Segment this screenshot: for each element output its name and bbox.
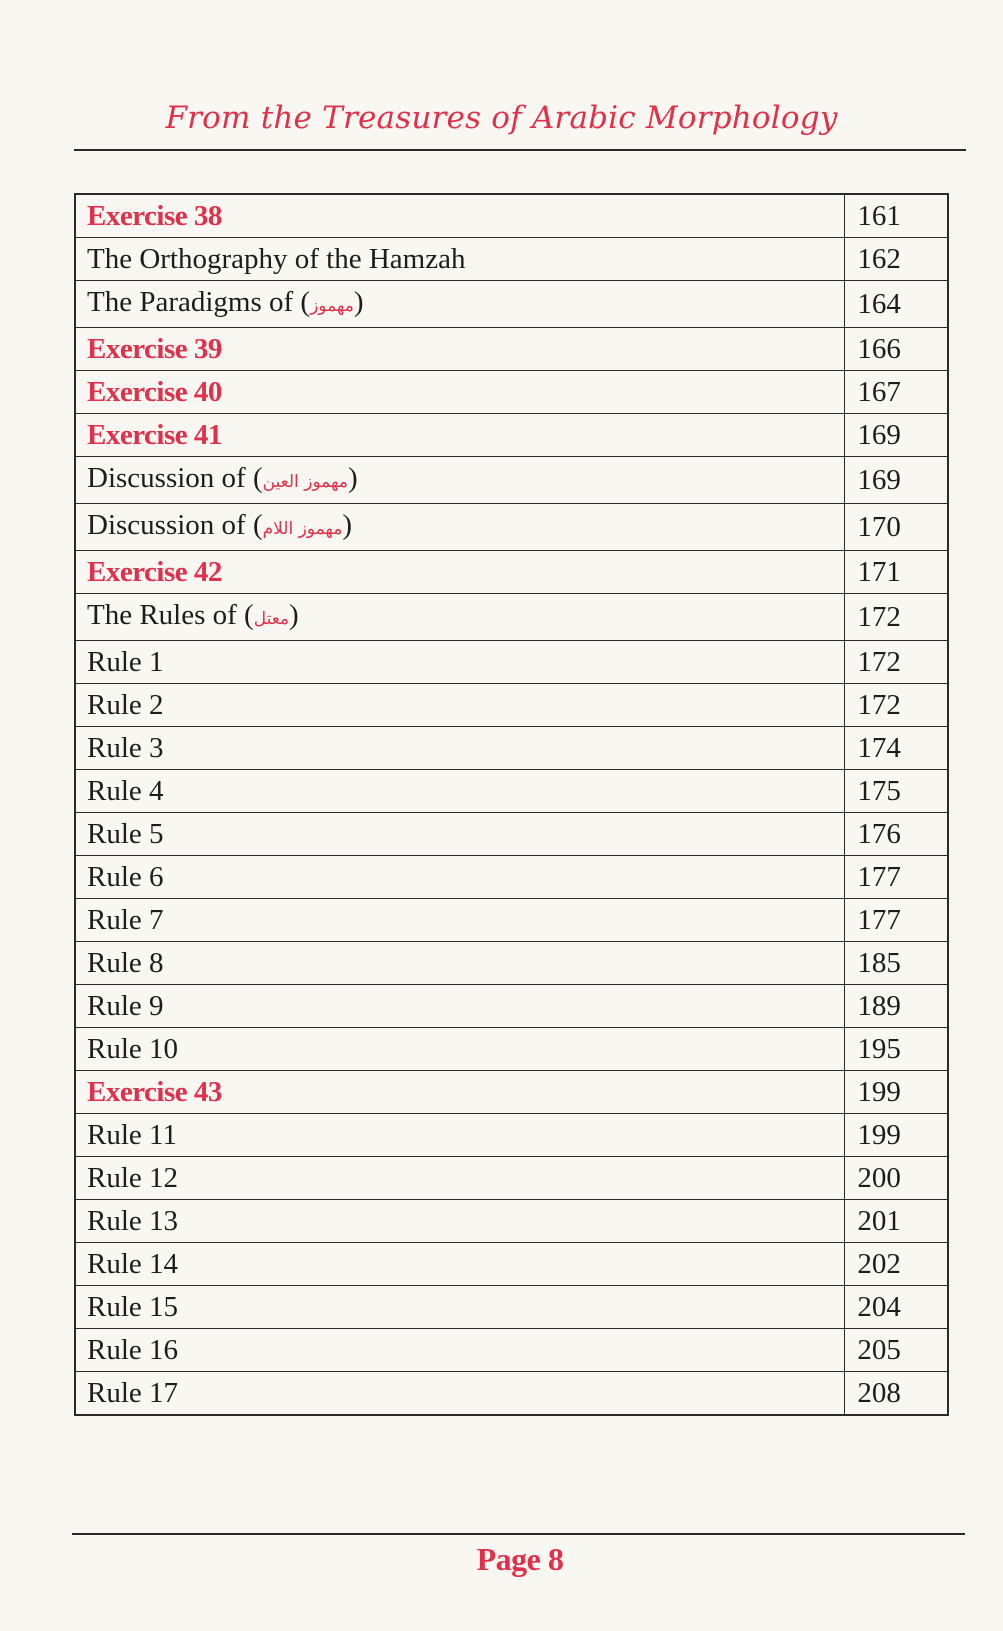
toc-page-number: 202: [845, 1243, 948, 1286]
toc-row-exercise: [75, 1071, 948, 1114]
toc-row: [75, 942, 948, 985]
toc-row: [75, 594, 948, 641]
toc-entry-title: [75, 727, 845, 770]
toc-title-text: Exercise 42: [87, 556, 222, 588]
toc-title-suffix: ): [347, 462, 358, 494]
toc-row: [75, 770, 948, 813]
toc-entry-title: [75, 1372, 845, 1416]
toc-page-number: 161: [845, 194, 948, 238]
toc-entry-title: [75, 1329, 845, 1372]
header-divider: [74, 149, 966, 151]
toc-title-text: Rule 11: [87, 1119, 177, 1151]
toc-title-text: Exercise 43: [87, 1076, 222, 1108]
toc-title-text: Rule 17: [87, 1377, 179, 1409]
toc-title-text: Rule 4: [87, 775, 164, 807]
toc-entry-title: [75, 238, 845, 281]
toc-title-text: Rule 15: [87, 1291, 179, 1323]
toc-title-text: Exercise 38: [87, 200, 222, 232]
toc-row-exercise: [75, 371, 948, 414]
toc-entry-title: [75, 985, 845, 1028]
toc-entry-title: [75, 504, 845, 551]
toc-title-text: Rule 5: [87, 818, 164, 850]
toc-page-number: 169: [845, 457, 948, 504]
toc-title-text: Rule 7: [87, 904, 164, 936]
toc-title-text: Discussion of (: [87, 509, 263, 541]
footer-divider: [72, 1533, 965, 1535]
toc-row: [75, 899, 948, 942]
toc-title-text: Rule 6: [87, 861, 164, 893]
toc-entry-title: [75, 684, 845, 727]
running-header-title: From the Treasures of Arabic Morphology: [165, 100, 838, 136]
toc-row: [75, 1329, 948, 1372]
toc-page-number: 175: [845, 770, 948, 813]
toc-title-text: Rule 1: [87, 646, 164, 678]
toc-page-number: 204: [845, 1286, 948, 1329]
toc-page-number: 208: [845, 1372, 948, 1416]
toc-page-number: 205: [845, 1329, 948, 1372]
toc-entry-title: [75, 1114, 845, 1157]
toc-title-text: Rule 2: [87, 689, 164, 721]
toc-title-text: Exercise 39: [87, 333, 222, 365]
toc-entry-title: [75, 1243, 845, 1286]
toc-page-number: 189: [845, 985, 948, 1028]
toc-body: [75, 194, 948, 1415]
toc-title-suffix: ): [353, 286, 364, 318]
page-number-label: Page 8: [476, 1541, 564, 1577]
toc-entry-title: [75, 813, 845, 856]
toc-page-number: 199: [845, 1071, 948, 1114]
toc-entry-title: [75, 594, 845, 641]
toc-entry-title: [75, 770, 845, 813]
toc-arabic-term: مهموز: [310, 296, 354, 316]
toc-title-text: The Rules of (: [87, 599, 254, 631]
toc-entry-title: [75, 641, 845, 684]
toc-row-exercise: [75, 328, 948, 371]
toc-entry-title: [75, 551, 845, 594]
toc-page-number: 164: [845, 281, 948, 328]
toc-entry-title: [75, 457, 845, 504]
toc-row: [75, 1157, 948, 1200]
toc-page-number: 162: [845, 238, 948, 281]
toc-title-text: Exercise 41: [87, 419, 222, 451]
toc-page-number: 172: [845, 641, 948, 684]
toc-entry-title: [75, 1200, 845, 1243]
toc-entry-title: [75, 1286, 845, 1329]
toc-entry-title: [75, 281, 845, 328]
toc-page-number: 185: [845, 942, 948, 985]
toc-row: [75, 1114, 948, 1157]
toc-title-text: Rule 16: [87, 1334, 179, 1366]
toc-row: [75, 281, 948, 328]
toc-page-number: 170: [845, 504, 948, 551]
toc-title-text: Rule 13: [87, 1205, 179, 1237]
toc-entry-title: [75, 1028, 845, 1071]
toc-row-exercise: [75, 551, 948, 594]
toc-entry-title: [75, 1157, 845, 1200]
toc-title-text: Rule 12: [87, 1162, 179, 1194]
toc-page-number: 201: [845, 1200, 948, 1243]
toc-row: [75, 641, 948, 684]
toc-entry-title: [75, 414, 845, 457]
toc-title-text: Rule 8: [87, 947, 164, 979]
toc-title-text: Rule 10: [87, 1033, 179, 1065]
toc-title-text: Rule 9: [87, 990, 164, 1022]
toc-entry-title: [75, 371, 845, 414]
toc-title-text: The Orthography of the Hamzah: [87, 243, 466, 275]
toc-row: [75, 1200, 948, 1243]
toc-title-text: Exercise 40: [87, 376, 222, 408]
toc-entry-title: [75, 1071, 845, 1114]
toc-arabic-term: معتل: [253, 609, 290, 629]
toc-row: [75, 985, 948, 1028]
toc-row: [75, 1243, 948, 1286]
toc-title-text: Rule 14: [87, 1248, 179, 1280]
toc-row: [75, 1286, 948, 1329]
toc-title-text: The Paradigms of (: [87, 286, 311, 318]
toc-arabic-term: مهموز العين: [262, 472, 348, 492]
toc-row: [75, 856, 948, 899]
toc-row-exercise: [75, 194, 948, 238]
toc-entry-title: [75, 942, 845, 985]
toc-arabic-term: مهموز اللام: [262, 519, 343, 539]
toc-page-number: 172: [845, 594, 948, 641]
toc-page-number: 200: [845, 1157, 948, 1200]
toc-row: [75, 813, 948, 856]
toc-row: [75, 238, 948, 281]
toc-title-text: Rule 3: [87, 732, 164, 764]
toc-row: [75, 1028, 948, 1071]
toc-title-suffix: ): [289, 599, 299, 631]
toc-entry-title: [75, 856, 845, 899]
toc-page-number: 172: [845, 684, 948, 727]
toc-row: [75, 727, 948, 770]
toc-row-exercise: [75, 414, 948, 457]
toc-entry-title: [75, 328, 845, 371]
toc-row: [75, 457, 948, 504]
toc-page-number: 166: [845, 328, 948, 371]
toc-page-number: 199: [845, 1114, 948, 1157]
toc-entry-title: [75, 194, 845, 238]
toc-page-number: 169: [845, 414, 948, 457]
toc-row: [75, 504, 948, 551]
toc-row: [75, 1372, 948, 1416]
toc-page-number: 176: [845, 813, 948, 856]
toc-page-number: 174: [845, 727, 948, 770]
toc-page-number: 167: [845, 371, 948, 414]
table-of-contents: [74, 193, 949, 1416]
toc-title-suffix: ): [342, 509, 353, 541]
toc-page-number: 177: [845, 856, 948, 899]
toc-row: [75, 684, 948, 727]
toc-page-number: 177: [845, 899, 948, 942]
toc-title-text: Discussion of (: [87, 462, 263, 494]
toc-page-number: 195: [845, 1028, 948, 1071]
toc-entry-title: [75, 899, 845, 942]
toc-page-number: 171: [845, 551, 948, 594]
